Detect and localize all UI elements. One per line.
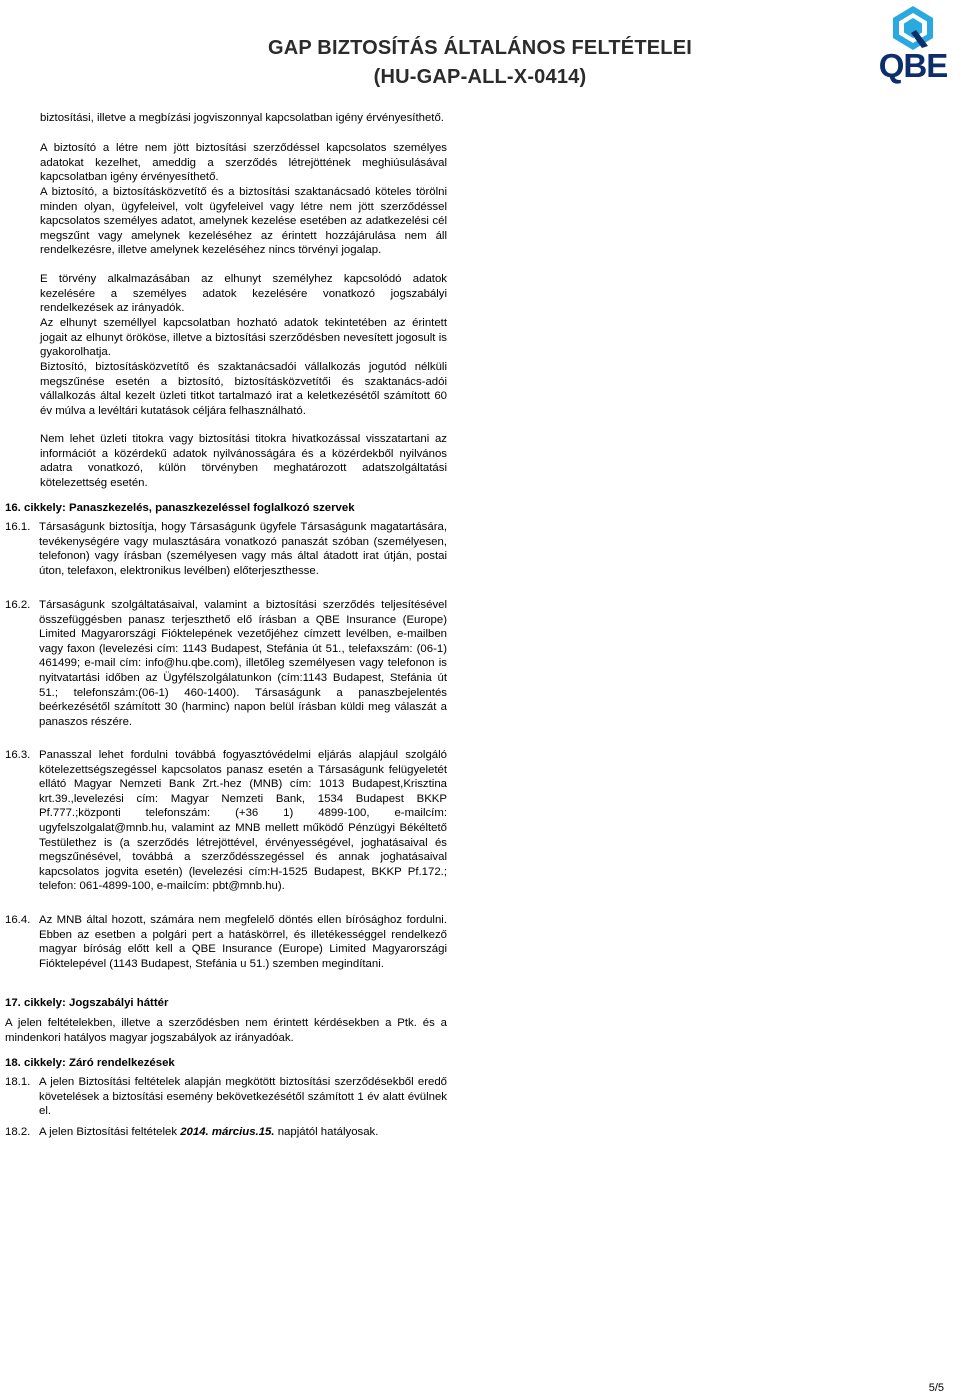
qbe-logo-text: QBE <box>878 47 948 84</box>
clause-number: 18.2. <box>5 1126 31 1138</box>
effective-date: 2014. március.15. <box>180 1126 275 1138</box>
section-17-number: 17. cikkely: <box>5 997 66 1009</box>
section-18-title: Záró rendelkezések <box>69 1057 175 1069</box>
section-17-text: A jelen feltételekben, illetve a szerződésben nem érintett kérdésekben a Ptk. és a mindenkori hatályos magyar jogszabályok az irányadóak. <box>5 1017 447 1044</box>
clause-16-4 <box>5 913 447 971</box>
document-code: (HU-GAP-ALL-X-0414) <box>373 66 587 88</box>
clause-18-1 <box>5 1075 447 1119</box>
qbe-logo <box>878 4 948 84</box>
clause-number: 16.3. <box>5 749 31 761</box>
paragraph-business-secret: Biztosító, biztosításközvetítő és szaktanácsadói vállalkozás jogutód nélküli megszűnése esetén a biztosító, biztosításközvetítői és szaktanács-adói vállalkozás által kezelt üzleti titkot tartalmazó irat a keletkezésétől számított 60 év múlva a levéltári kutatások céljára felhasználható. <box>40 361 447 417</box>
paragraph-unconcluded-contract: A biztosító a létre nem jött biztosítási szerződéssel kapcsolatos személyes adatokat kezelhet, ameddig a szerződés létrejöttének meghiúsulásával kapcsolatban igény érvényesíthető. <box>40 142 447 184</box>
paragraph-deceased-rights: Az elhunyt személlyel kapcsolatban hozható adatok tekintetében az érintett jogait az elhunyt örököse, illetve a biztosítási szerződésben nevesített jogosult is gyakorolhatja. <box>40 317 447 359</box>
clause-number: 18.1. <box>5 1076 31 1088</box>
document-title: GAP BIZTOSÍTÁS ÁLTALÁNOS FELTÉTELEI <box>267 37 693 59</box>
section-16-heading <box>5 501 355 516</box>
clause-number: 16.4. <box>5 914 31 926</box>
qbe-emblem-icon <box>878 4 948 50</box>
clause-text: Panasszal lehet fordulni továbbá fogyasztóvédelmi eljárás alapjául szolgáló kötelezettségszegéssel kapcsolatos panasz esetén a Társaságunk felügyeletét ellátó Magyar Nemzeti Bank Zrt.-hez (MNB) cím: 1013 Budapest,Krisztina krt.39.,levelezési cím: Magyar Nemzeti Bank, 1534 Budapest BKKP Pf.777.;központi telefonszám: (+36 1) 4899-100, e-mailcím: ugyfelszolgalat@mnb.hu, valamint az MNB mellett működő Pénzügyi Békéltető Testülethez is (a szerződés létrejöttével, érvényességével, joghatásaival és megszűnésével, továbbá a szerződésszegéssel és annak joghatásaival kapcsolatos jogvita esetén) (levelezési cím:H-1525 Budapest, BKKP Pf.172.; telefon: 061-4899-100, e-mailcím: pbt@mnb.hu). <box>39 749 447 893</box>
section-17-heading <box>5 996 168 1011</box>
page-number: 5/5 <box>928 1382 944 1394</box>
clause-text: Társaságunk biztosítja, hogy Társaságunk ügyfele Társaságunk magatartására, tevékenységére vagy mulasztására vonatkozó panaszát szóban (személyesen, telefonon) vagy írásban (személyesen vagy más által átadott irat útján, postai úton, telefaxon, elektronikus levélben) előterjeszthesse. <box>39 521 447 577</box>
section-17-title: Jogszabályi háttér <box>69 997 169 1009</box>
clause-text-post: napjától hatályosak. <box>274 1126 379 1138</box>
clause-text <box>39 1125 447 1140</box>
clause-18-2 <box>5 1125 447 1140</box>
clause-16-1 <box>5 520 447 578</box>
section-16-number: 16. cikkely: <box>5 502 66 514</box>
paragraph-claims: biztosítási, illetve a megbízási jogviszonnyal kapcsolatban igény érvényesíthető. <box>40 112 444 124</box>
clause-text-pre: A jelen Biztosítási feltételek <box>39 1126 181 1138</box>
clause-16-2 <box>5 598 447 729</box>
clause-text: Társaságunk szolgáltatásaival, valamint a biztosítási szerződés teljesítésével összefüggésben panasz terjeszthető elő írásban a QBE Insurance (Europe) Limited Magyarországi Fióktelepének vezetőjéhez címzett levélben, e-mailben vagy faxon (levelezési cím: 1143 Budapest, Stefánia út 51., telefaxszám: (06-1) 461499; e-mail cím: info@hu.qbe.com), illetőleg személyesen vagy telefonon is nyitvatartási időben az Ügyfélszolgálatunkon (cím:1143 Budapest, Stefánia út 51.; telefonszám:(06-1) 460-1400). Társaságunk a panaszbejelentés beérkezésétől számított 30 (harminc) napon belül írásban küldi meg válaszát a panaszos részére. <box>39 599 447 728</box>
paragraph-deceased-data: E törvény alkalmazásában az elhunyt személyhez kapcsolódó adatok kezelésére a személyes adatok kezelésére vonatkozó jogszabályi rendelkezések az irányadók. <box>40 273 447 315</box>
clause-number: 16.1. <box>5 521 31 533</box>
paragraph-public-data: Nem lehet üzleti titokra vagy biztosítási titokra hivatkozással visszatartani az információt a közérdekű adatok nyilvánosságára és a közérdekből nyilvános adatra vonatkozó, külön törvényben meghatározott adatszolgáltatási kötelezettség esetén. <box>40 433 447 489</box>
section-16-title: Panaszkezelés, panaszkezeléssel foglalkozó szervek <box>69 502 355 514</box>
section-18-number: 18. cikkely: <box>5 1057 66 1069</box>
section-18-heading <box>5 1056 175 1071</box>
clause-text: A jelen Biztosítási feltételek alapján megkötött biztosítási szerződésekből eredő követelések a biztosítási esemény bekövetkezésétől számított 1 év alatt évülnek el. <box>39 1076 447 1118</box>
paragraph-data-deletion: A biztosító, a biztosításközvetítő és a biztosítási szaktanácsadó köteles törölni minden olyan, ügyfeleivel, volt ügyfeleivel vagy létre nem jött szerződéssel kapcsolatos személyes adatot, amelynek kezelése esetében az adatkezelési cél megszűnt vagy amelynek kezeléséhez az érintett hozzájárulása nem áll rendelkezésre, illetve amelynek kezeléséhez nincs törvényi jogalap. <box>40 186 447 257</box>
clause-16-3 <box>5 748 447 894</box>
clause-text: Az MNB által hozott, számára nem megfelelő döntés ellen bírósághoz fordulni. Ebben az esetben a polgári pert a hatáskörrel, és illetékességgel rendelkező magyar bíróság előtt kell a QBE Insurance (Europe) Limited Magyarországi Fióktelepével (1143 Budapest, Stefánia u 51.) szemben megindítani. <box>39 914 447 970</box>
clause-number: 16.2. <box>5 599 31 611</box>
